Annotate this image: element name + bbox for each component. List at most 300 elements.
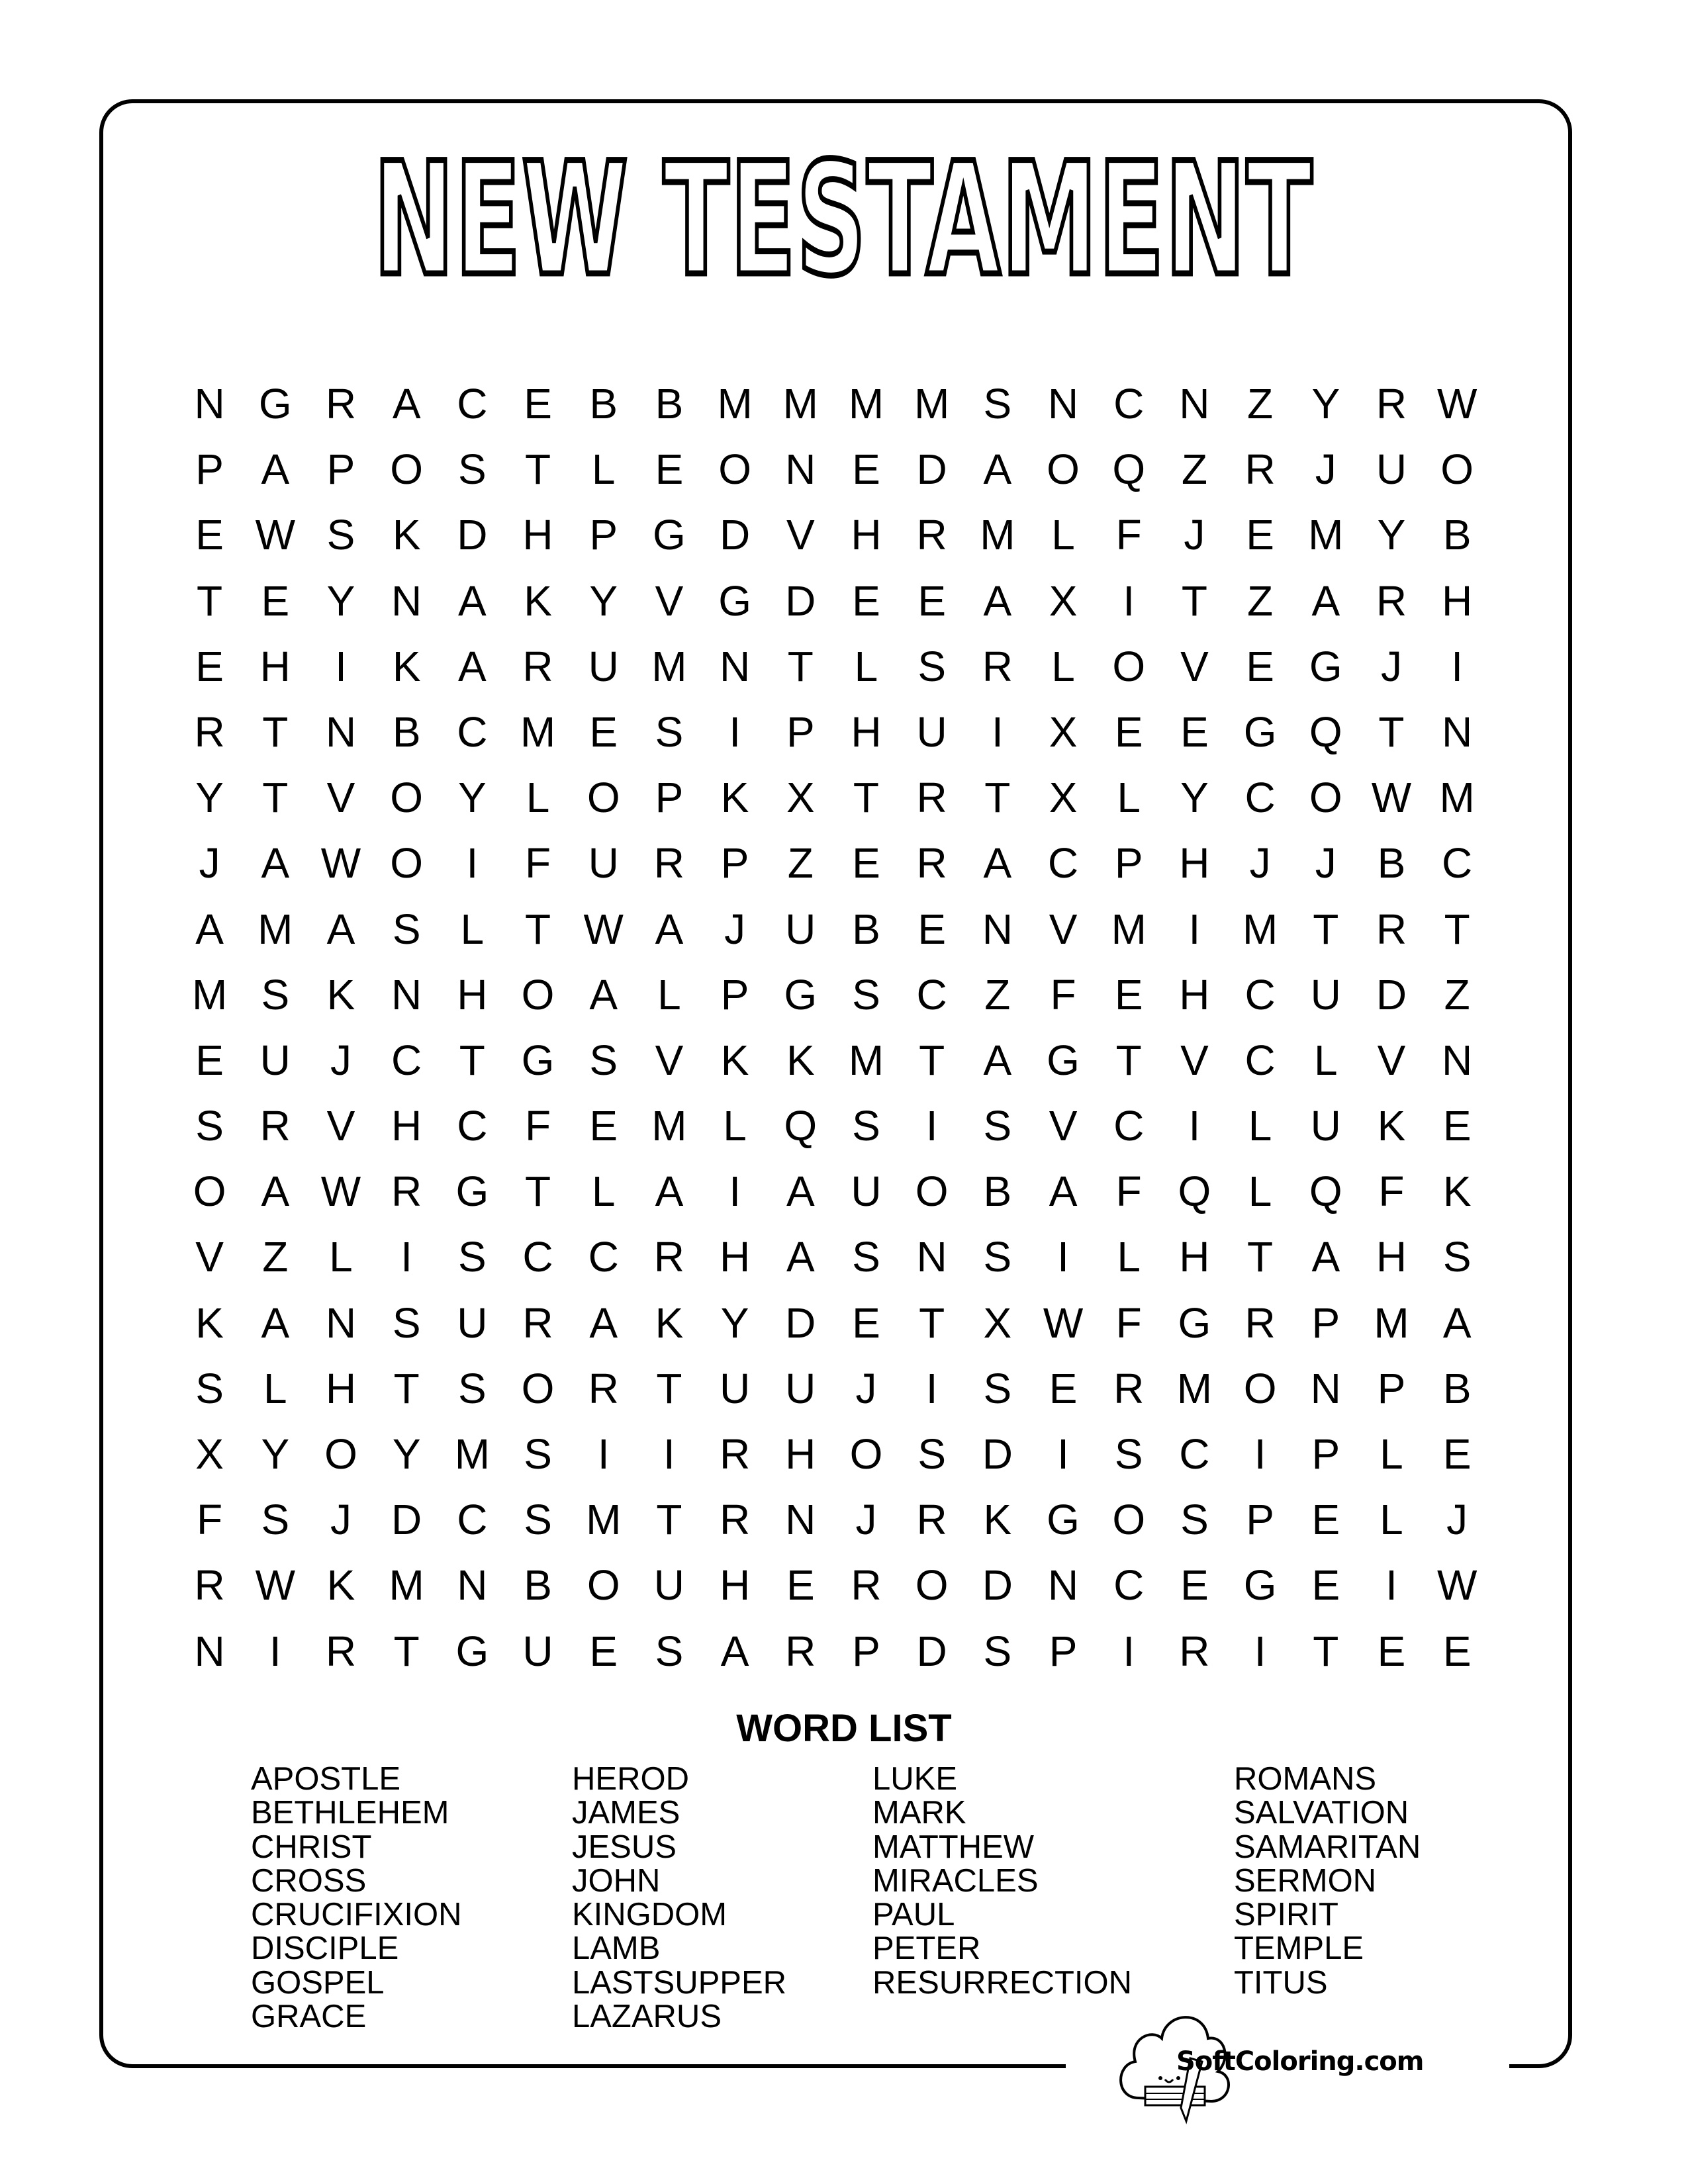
grid-letter[interactable]: C bbox=[1244, 970, 1276, 1019]
grid-letter[interactable]: K bbox=[524, 576, 552, 625]
grid-letter[interactable]: P bbox=[1049, 1627, 1078, 1675]
grid-letter[interactable]: M bbox=[389, 1561, 424, 1610]
grid-letter[interactable]: S bbox=[1114, 1430, 1143, 1478]
grid-letter[interactable]: L bbox=[591, 1167, 616, 1216]
grid-letter[interactable]: E bbox=[1442, 1430, 1472, 1478]
grid-letter[interactable]: A bbox=[983, 839, 1012, 887]
grid-letter[interactable]: S bbox=[655, 707, 684, 756]
grid-letter[interactable]: G bbox=[1047, 1036, 1080, 1084]
grid-letter[interactable]: T bbox=[1115, 1036, 1142, 1084]
grid-letter[interactable]: L bbox=[1313, 1036, 1338, 1084]
grid-letter[interactable]: E bbox=[589, 1102, 618, 1150]
grid-letter[interactable]: R bbox=[194, 1561, 225, 1610]
grid-letter[interactable]: M bbox=[191, 970, 228, 1019]
grid-letter[interactable]: S bbox=[589, 1036, 618, 1084]
grid-letter[interactable]: R bbox=[916, 774, 947, 822]
grid-letter[interactable]: B bbox=[1377, 839, 1406, 887]
grid-letter[interactable]: X bbox=[1049, 774, 1078, 822]
grid-letter[interactable]: H bbox=[1442, 576, 1473, 625]
grid-letter[interactable]: K bbox=[326, 970, 355, 1019]
grid-letter[interactable]: M bbox=[454, 1430, 490, 1478]
grid-letter[interactable]: B bbox=[589, 380, 618, 428]
grid-letter[interactable]: T bbox=[524, 1167, 551, 1216]
grid-letter[interactable]: S bbox=[917, 1430, 946, 1478]
grid-letter[interactable]: N bbox=[457, 1561, 488, 1610]
grid-letter[interactable]: H bbox=[391, 1102, 422, 1150]
grid-letter[interactable]: N bbox=[1442, 707, 1473, 756]
grid-letter[interactable]: R bbox=[653, 839, 685, 887]
grid-letter[interactable]: M bbox=[1439, 774, 1475, 822]
grid-letter[interactable]: E bbox=[524, 380, 552, 428]
grid-letter[interactable]: J bbox=[1315, 445, 1336, 494]
grid-letter[interactable]: S bbox=[458, 1233, 487, 1281]
grid-letter[interactable]: N bbox=[1310, 1364, 1341, 1412]
grid-letter[interactable]: C bbox=[522, 1233, 553, 1281]
grid-letter[interactable]: D bbox=[391, 1496, 422, 1544]
grid-letter[interactable]: S bbox=[458, 1364, 487, 1412]
grid-letter[interactable]: O bbox=[193, 1167, 226, 1216]
grid-letter[interactable]: A bbox=[720, 1627, 749, 1675]
grid-letter[interactable]: I bbox=[400, 1233, 413, 1281]
grid-letter[interactable]: S bbox=[261, 1496, 290, 1544]
grid-letter[interactable]: T bbox=[197, 576, 223, 625]
grid-letter[interactable]: X bbox=[786, 774, 815, 822]
grid-letter[interactable]: J bbox=[1249, 839, 1271, 887]
grid-letter[interactable]: I bbox=[925, 1364, 938, 1412]
grid-letter[interactable]: G bbox=[258, 380, 292, 428]
grid-letter[interactable]: E bbox=[917, 576, 946, 625]
grid-letter[interactable]: B bbox=[1442, 511, 1472, 559]
grid-letter[interactable]: P bbox=[720, 970, 749, 1019]
grid-letter[interactable]: O bbox=[1047, 445, 1080, 494]
grid-letter[interactable]: E bbox=[1180, 1561, 1209, 1610]
grid-letter[interactable]: N bbox=[391, 970, 422, 1019]
grid-letter[interactable]: R bbox=[982, 642, 1013, 690]
grid-letter[interactable]: S bbox=[852, 1102, 880, 1150]
grid-letter[interactable]: L bbox=[1380, 1496, 1403, 1544]
grid-letter[interactable]: C bbox=[588, 1233, 619, 1281]
grid-letter[interactable]: Y bbox=[720, 1298, 749, 1347]
grid-letter[interactable]: R bbox=[916, 839, 947, 887]
grid-letter[interactable]: S bbox=[983, 1627, 1012, 1675]
grid-letter[interactable]: U bbox=[916, 707, 947, 756]
grid-letter[interactable]: Y bbox=[195, 774, 224, 822]
grid-letter[interactable]: I bbox=[1451, 642, 1464, 690]
grid-letter[interactable]: U bbox=[785, 1364, 816, 1412]
grid-letter[interactable]: L bbox=[1051, 511, 1075, 559]
grid-letter[interactable]: T bbox=[262, 707, 289, 756]
grid-letter[interactable]: B bbox=[655, 380, 684, 428]
grid-letter[interactable]: M bbox=[1176, 1364, 1213, 1412]
grid-letter[interactable]: L bbox=[723, 1102, 747, 1150]
grid-letter[interactable]: Z bbox=[1247, 576, 1274, 625]
grid-letter[interactable]: T bbox=[393, 1364, 420, 1412]
grid-letter[interactable]: Y bbox=[458, 774, 487, 822]
grid-letter[interactable]: P bbox=[655, 774, 684, 822]
grid-letter[interactable]: O bbox=[390, 774, 424, 822]
grid-letter[interactable]: K bbox=[720, 774, 749, 822]
grid-letter[interactable]: A bbox=[458, 576, 487, 625]
grid-letter[interactable]: N bbox=[1047, 1561, 1079, 1610]
grid-letter[interactable]: K bbox=[326, 1561, 355, 1610]
grid-letter[interactable]: A bbox=[261, 839, 290, 887]
grid-letter[interactable]: L bbox=[1248, 1167, 1272, 1216]
grid-letter[interactable]: T bbox=[524, 905, 551, 953]
grid-letter[interactable]: E bbox=[589, 707, 618, 756]
grid-letter[interactable]: J bbox=[330, 1036, 352, 1084]
grid-letter[interactable]: I bbox=[1188, 905, 1201, 953]
grid-letter[interactable]: M bbox=[1308, 511, 1344, 559]
grid-letter[interactable]: R bbox=[194, 707, 225, 756]
grid-letter[interactable]: M bbox=[1111, 905, 1147, 953]
grid-letter[interactable]: H bbox=[785, 1430, 816, 1478]
grid-letter[interactable]: T bbox=[459, 1036, 485, 1084]
grid-letter[interactable]: R bbox=[325, 380, 357, 428]
grid-letter[interactable]: B bbox=[852, 905, 880, 953]
grid-letter[interactable]: W bbox=[320, 839, 361, 887]
grid-letter[interactable]: T bbox=[787, 642, 814, 690]
grid-letter[interactable]: L bbox=[526, 774, 550, 822]
grid-letter[interactable]: A bbox=[1311, 1233, 1340, 1281]
grid-letter[interactable]: Q bbox=[784, 1102, 818, 1150]
grid-letter[interactable]: K bbox=[1442, 1167, 1472, 1216]
grid-letter[interactable]: A bbox=[1442, 1298, 1472, 1347]
grid-letter[interactable]: K bbox=[720, 1036, 749, 1084]
grid-letter[interactable]: L bbox=[1051, 642, 1075, 690]
grid-letter[interactable]: A bbox=[1049, 1167, 1078, 1216]
grid-letter[interactable]: H bbox=[1376, 1233, 1407, 1281]
grid-letter[interactable]: I bbox=[1188, 1102, 1201, 1150]
grid-letter[interactable]: C bbox=[457, 1496, 488, 1544]
grid-letter[interactable]: T bbox=[919, 1036, 945, 1084]
grid-letter[interactable]: H bbox=[719, 1561, 751, 1610]
grid-letter[interactable]: J bbox=[330, 1496, 352, 1544]
grid-letter[interactable]: B bbox=[1442, 1364, 1472, 1412]
grid-letter[interactable]: U bbox=[457, 1298, 488, 1347]
grid-letter[interactable]: J bbox=[724, 905, 746, 953]
grid-letter[interactable]: U bbox=[1310, 970, 1341, 1019]
grid-letter[interactable]: S bbox=[392, 1298, 421, 1347]
grid-letter[interactable]: W bbox=[1371, 774, 1412, 822]
grid-letter[interactable]: M bbox=[848, 1036, 884, 1084]
grid-letter[interactable]: P bbox=[786, 707, 815, 756]
grid-letter[interactable]: T bbox=[853, 774, 880, 822]
grid-letter[interactable]: O bbox=[1112, 642, 1146, 690]
grid-letter[interactable]: R bbox=[1113, 1364, 1145, 1412]
grid-letter[interactable]: E bbox=[195, 642, 224, 690]
grid-letter[interactable]: F bbox=[524, 839, 551, 887]
grid-letter[interactable]: U bbox=[588, 642, 619, 690]
grid-letter[interactable]: N bbox=[1047, 380, 1079, 428]
grid-letter[interactable]: N bbox=[325, 707, 357, 756]
grid-letter[interactable]: Q bbox=[1178, 1167, 1211, 1216]
grid-letter[interactable]: S bbox=[852, 970, 880, 1019]
grid-letter[interactable]: C bbox=[457, 1102, 488, 1150]
grid-letter[interactable]: C bbox=[1113, 1102, 1145, 1150]
grid-letter[interactable]: P bbox=[852, 1627, 880, 1675]
grid-letter[interactable]: U bbox=[851, 1167, 882, 1216]
grid-letter[interactable]: K bbox=[786, 1036, 815, 1084]
grid-letter[interactable]: T bbox=[1313, 1627, 1339, 1675]
grid-letter[interactable]: K bbox=[392, 511, 421, 559]
grid-letter[interactable]: E bbox=[1246, 511, 1274, 559]
grid-letter[interactable]: C bbox=[1244, 774, 1276, 822]
grid-letter[interactable]: S bbox=[195, 1364, 224, 1412]
grid-letter[interactable]: M bbox=[520, 707, 556, 756]
grid-letter[interactable]: J bbox=[199, 839, 220, 887]
grid-letter[interactable]: N bbox=[982, 905, 1013, 953]
grid-letter[interactable]: N bbox=[391, 576, 422, 625]
grid-letter[interactable]: Y bbox=[392, 1430, 421, 1478]
grid-letter[interactable]: P bbox=[1311, 1430, 1340, 1478]
grid-letter[interactable]: R bbox=[391, 1167, 422, 1216]
grid-letter[interactable]: S bbox=[1180, 1496, 1209, 1544]
grid-letter[interactable]: W bbox=[320, 1167, 361, 1216]
grid-letter[interactable]: C bbox=[1244, 1036, 1276, 1084]
grid-letter[interactable]: F bbox=[1050, 970, 1076, 1019]
grid-letter[interactable]: A bbox=[261, 445, 290, 494]
grid-letter[interactable]: H bbox=[1179, 839, 1210, 887]
grid-letter[interactable]: O bbox=[324, 1430, 357, 1478]
grid-letter[interactable]: T bbox=[919, 1298, 945, 1347]
grid-letter[interactable]: H bbox=[259, 642, 291, 690]
grid-letter[interactable]: A bbox=[1311, 576, 1340, 625]
grid-letter[interactable]: R bbox=[1244, 1298, 1276, 1347]
grid-letter[interactable]: R bbox=[1376, 905, 1407, 953]
grid-letter[interactable]: J bbox=[1380, 642, 1402, 690]
grid-letter[interactable]: J bbox=[855, 1364, 877, 1412]
grid-letter[interactable]: G bbox=[718, 576, 751, 625]
grid-letter[interactable]: Y bbox=[1377, 511, 1406, 559]
grid-letter[interactable]: E bbox=[1442, 1102, 1472, 1150]
grid-letter[interactable]: E bbox=[1180, 707, 1209, 756]
grid-letter[interactable]: S bbox=[392, 905, 421, 953]
grid-letter[interactable]: E bbox=[1114, 707, 1143, 756]
grid-letter[interactable]: A bbox=[655, 905, 684, 953]
grid-letter[interactable]: E bbox=[852, 839, 880, 887]
grid-letter[interactable]: A bbox=[983, 576, 1012, 625]
grid-letter[interactable]: C bbox=[391, 1036, 422, 1084]
grid-letter[interactable]: W bbox=[255, 511, 295, 559]
grid-letter[interactable]: P bbox=[589, 511, 618, 559]
grid-letter[interactable]: N bbox=[785, 1496, 816, 1544]
grid-letter[interactable]: O bbox=[586, 1561, 620, 1610]
grid-letter[interactable]: P bbox=[720, 839, 749, 887]
grid-letter[interactable]: N bbox=[194, 380, 225, 428]
grid-letter[interactable]: U bbox=[259, 1036, 291, 1084]
grid-letter[interactable]: G bbox=[784, 970, 818, 1019]
grid-letter[interactable]: R bbox=[719, 1496, 751, 1544]
grid-letter[interactable]: L bbox=[657, 970, 681, 1019]
grid-letter[interactable]: O bbox=[915, 1167, 949, 1216]
grid-letter[interactable]: A bbox=[392, 380, 421, 428]
grid-letter[interactable]: I bbox=[729, 707, 741, 756]
grid-letter[interactable]: J bbox=[855, 1496, 877, 1544]
grid-letter[interactable]: F bbox=[197, 1496, 223, 1544]
grid-letter[interactable]: A bbox=[786, 1233, 815, 1281]
grid-letter[interactable]: L bbox=[263, 1364, 287, 1412]
grid-letter[interactable]: N bbox=[325, 1298, 357, 1347]
grid-letter[interactable]: A bbox=[195, 905, 224, 953]
grid-letter[interactable]: F bbox=[1378, 1167, 1405, 1216]
grid-letter[interactable]: S bbox=[983, 380, 1012, 428]
grid-letter[interactable]: H bbox=[522, 511, 553, 559]
grid-letter[interactable]: D bbox=[785, 576, 816, 625]
grid-letter[interactable]: W bbox=[255, 1561, 295, 1610]
grid-letter[interactable]: R bbox=[851, 1561, 882, 1610]
grid-letter[interactable]: N bbox=[719, 642, 751, 690]
grid-letter[interactable]: E bbox=[1114, 970, 1143, 1019]
grid-letter[interactable]: M bbox=[1374, 1298, 1409, 1347]
grid-letter[interactable]: E bbox=[852, 1298, 880, 1347]
grid-letter[interactable]: W bbox=[1043, 1298, 1084, 1347]
grid-letter[interactable]: V bbox=[1180, 642, 1209, 690]
grid-letter[interactable]: I bbox=[269, 1627, 281, 1675]
grid-letter[interactable]: C bbox=[457, 380, 488, 428]
grid-letter[interactable]: D bbox=[982, 1561, 1013, 1610]
grid-letter[interactable]: P bbox=[1246, 1496, 1274, 1544]
grid-letter[interactable]: R bbox=[916, 511, 947, 559]
grid-letter[interactable]: A bbox=[458, 642, 487, 690]
grid-letter[interactable]: S bbox=[983, 1102, 1012, 1150]
grid-letter[interactable]: O bbox=[849, 1430, 883, 1478]
grid-letter[interactable]: M bbox=[651, 642, 687, 690]
grid-letter[interactable]: D bbox=[916, 1627, 947, 1675]
grid-letter[interactable]: O bbox=[1243, 1364, 1277, 1412]
grid-letter[interactable]: S bbox=[326, 511, 355, 559]
grid-letter[interactable]: R bbox=[1376, 380, 1407, 428]
grid-letter[interactable]: H bbox=[719, 1233, 751, 1281]
grid-letter[interactable]: N bbox=[785, 445, 816, 494]
grid-letter[interactable]: D bbox=[785, 1298, 816, 1347]
grid-letter[interactable]: H bbox=[851, 707, 882, 756]
grid-letter[interactable]: T bbox=[524, 445, 551, 494]
grid-letter[interactable]: I bbox=[1123, 1627, 1135, 1675]
grid-letter[interactable]: T bbox=[1378, 707, 1405, 756]
grid-letter[interactable]: E bbox=[1049, 1364, 1078, 1412]
grid-letter[interactable]: S bbox=[1442, 1233, 1472, 1281]
grid-letter[interactable]: I bbox=[335, 642, 347, 690]
grid-letter[interactable]: Z bbox=[1181, 445, 1207, 494]
grid-letter[interactable]: R bbox=[588, 1364, 619, 1412]
grid-letter[interactable]: I bbox=[729, 1167, 741, 1216]
grid-letter[interactable]: C bbox=[1442, 839, 1473, 887]
grid-letter[interactable]: B bbox=[983, 1167, 1012, 1216]
grid-letter[interactable]: O bbox=[1112, 1496, 1146, 1544]
grid-letter[interactable]: E bbox=[261, 576, 290, 625]
grid-letter[interactable]: V bbox=[1049, 1102, 1078, 1150]
grid-letter[interactable]: D bbox=[982, 1430, 1013, 1478]
grid-letter[interactable]: S bbox=[524, 1430, 552, 1478]
grid-letter[interactable]: P bbox=[1311, 1298, 1340, 1347]
grid-letter[interactable]: I bbox=[1057, 1430, 1069, 1478]
grid-letter[interactable]: E bbox=[1246, 642, 1274, 690]
grid-letter[interactable]: O bbox=[521, 1364, 555, 1412]
grid-letter[interactable]: V bbox=[655, 1036, 684, 1084]
grid-letter[interactable]: C bbox=[1047, 839, 1079, 887]
grid-letter[interactable]: G bbox=[1243, 707, 1277, 756]
grid-letter[interactable]: O bbox=[718, 445, 751, 494]
grid-letter[interactable]: R bbox=[522, 642, 553, 690]
grid-letter[interactable]: S bbox=[261, 970, 290, 1019]
grid-letter[interactable]: Z bbox=[262, 1233, 289, 1281]
grid-letter[interactable]: G bbox=[521, 1036, 555, 1084]
grid-letter[interactable]: H bbox=[325, 1364, 357, 1412]
grid-letter[interactable]: R bbox=[522, 1298, 553, 1347]
grid-letter[interactable]: H bbox=[1179, 1233, 1210, 1281]
grid-letter[interactable]: C bbox=[457, 707, 488, 756]
grid-letter[interactable]: V bbox=[326, 1102, 355, 1150]
grid-letter[interactable]: R bbox=[785, 1627, 816, 1675]
grid-letter[interactable]: W bbox=[1436, 380, 1477, 428]
grid-letter[interactable]: D bbox=[1376, 970, 1407, 1019]
grid-letter[interactable]: K bbox=[655, 1298, 684, 1347]
grid-letter[interactable]: I bbox=[663, 1430, 675, 1478]
grid-letter[interactable]: U bbox=[653, 1561, 685, 1610]
grid-letter[interactable]: N bbox=[1179, 380, 1210, 428]
grid-letter[interactable]: S bbox=[195, 1102, 224, 1150]
grid-letter[interactable]: W bbox=[1436, 1561, 1477, 1610]
grid-letter[interactable]: D bbox=[719, 511, 751, 559]
grid-letter[interactable]: T bbox=[656, 1364, 682, 1412]
grid-letter[interactable]: C bbox=[916, 970, 947, 1019]
grid-letter[interactable]: T bbox=[1181, 576, 1207, 625]
grid-letter[interactable]: M bbox=[914, 380, 950, 428]
grid-letter[interactable]: T bbox=[1247, 1233, 1274, 1281]
grid-letter[interactable]: A bbox=[983, 445, 1012, 494]
grid-letter[interactable]: E bbox=[917, 905, 946, 953]
grid-letter[interactable]: T bbox=[984, 774, 1011, 822]
grid-letter[interactable]: Y bbox=[1180, 774, 1209, 822]
grid-letter[interactable]: P bbox=[1114, 839, 1143, 887]
grid-letter[interactable]: M bbox=[980, 511, 1015, 559]
grid-letter[interactable]: Z bbox=[787, 839, 814, 887]
grid-letter[interactable]: K bbox=[392, 642, 421, 690]
grid-letter[interactable]: Z bbox=[1444, 970, 1470, 1019]
grid-letter[interactable]: C bbox=[1113, 380, 1145, 428]
grid-letter[interactable]: D bbox=[457, 511, 488, 559]
grid-letter[interactable]: U bbox=[1310, 1102, 1341, 1150]
grid-letter[interactable]: G bbox=[1178, 1298, 1211, 1347]
grid-letter[interactable]: S bbox=[917, 642, 946, 690]
grid-letter[interactable]: Z bbox=[1247, 380, 1274, 428]
grid-letter[interactable]: P bbox=[195, 445, 224, 494]
grid-letter[interactable]: T bbox=[393, 1627, 420, 1675]
grid-letter[interactable]: W bbox=[583, 905, 624, 953]
grid-letter[interactable]: K bbox=[983, 1496, 1012, 1544]
grid-letter[interactable]: E bbox=[786, 1561, 815, 1610]
grid-letter[interactable]: M bbox=[586, 1496, 622, 1544]
grid-letter[interactable]: L bbox=[854, 642, 878, 690]
grid-letter[interactable]: I bbox=[1254, 1430, 1266, 1478]
grid-letter[interactable]: Q bbox=[1112, 445, 1146, 494]
grid-letter[interactable]: K bbox=[1377, 1102, 1406, 1150]
grid-letter[interactable]: G bbox=[1309, 642, 1342, 690]
grid-letter[interactable]: D bbox=[916, 445, 947, 494]
grid-letter[interactable]: C bbox=[1179, 1430, 1210, 1478]
grid-letter[interactable]: E bbox=[852, 445, 880, 494]
grid-letter[interactable]: R bbox=[653, 1233, 685, 1281]
grid-letter[interactable]: G bbox=[455, 1627, 489, 1675]
grid-letter[interactable]: L bbox=[1380, 1430, 1403, 1478]
grid-letter[interactable]: A bbox=[261, 1167, 290, 1216]
grid-letter[interactable]: I bbox=[1385, 1561, 1397, 1610]
grid-letter[interactable]: R bbox=[1244, 445, 1276, 494]
grid-letter[interactable]: V bbox=[786, 511, 815, 559]
grid-letter[interactable]: I bbox=[597, 1430, 610, 1478]
grid-letter[interactable]: T bbox=[262, 774, 289, 822]
grid-letter[interactable]: E bbox=[1442, 1627, 1472, 1675]
